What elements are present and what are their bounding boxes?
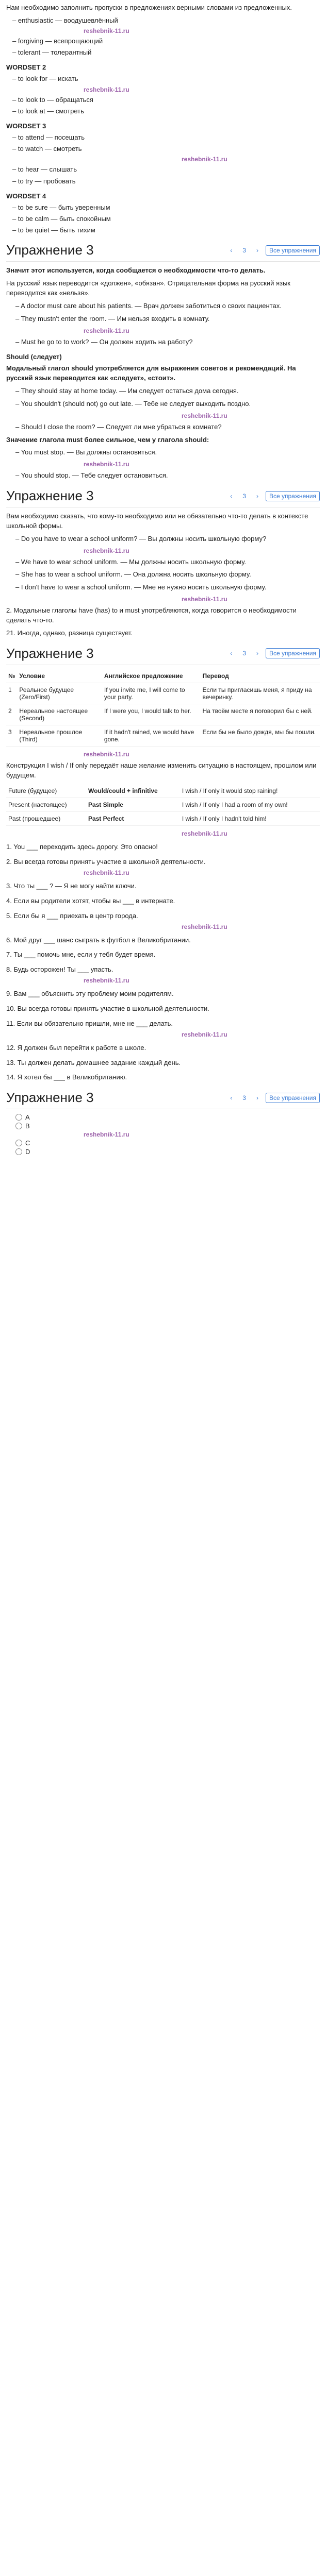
exercise-title: Упражнение 3 [6,488,94,504]
exercise-nav [227,1093,320,1103]
table-cell: 3 [6,725,17,746]
question: 11. Если вы обязательно пришли, мне не ___ делать. [6,1019,173,1027]
page [0,3,326,1156]
all-exercises-button[interactable]: Все упражнения [266,1093,320,1103]
list-item: – to attend — посещать [12,133,85,141]
exercise-header [6,646,320,665]
question: 10. Вы всегда готовы принять участие в школьной деятельности. [6,1004,209,1012]
list-item: – to be calm — быть спокойным [12,214,111,223]
list-item: – to look for — искать [12,75,78,83]
example-item: – You must stop. — Вы должны остановиться. [15,448,157,456]
table-row [6,683,320,704]
list-item: – to hear — слышать [12,165,77,174]
table-row [6,798,320,812]
watermark: reshebnik-11.ru [182,412,227,419]
list-item: – forgiving — всепрощающий [12,37,103,45]
answer-option[interactable] [15,1148,320,1156]
option-label: D [25,1148,30,1156]
exercise-header [6,242,320,262]
rule-heading: Значит этот используется, когда сообщается о необходимости что-то делать. [6,266,266,275]
exercise-number: 3 [242,492,246,500]
table-cell: Нереальное настоящее (Second) [17,704,102,725]
exercise-title: Упражнение 3 [6,1090,94,1106]
exercise-number: 3 [242,1094,246,1101]
option-label: B [25,1122,30,1130]
all-exercises-button[interactable]: Все упражнения [266,648,320,658]
exercise-header [6,1090,320,1109]
list-item: – to look to — обращаться [12,95,93,104]
table-cell: Если ты пригласишь меня, я приду на вечеринку. [200,683,320,704]
question: 6. Мой друг ___ шанс сыграть в футбол в Великобритании. [6,936,191,944]
example-item: – You shouldn't (should not) go out late. — Тебе не следует выходить поздно. [15,399,251,408]
task-text: 2. Модальные глаголы have (has) to и must употребляются, когда говорится о необходимости сделать что-то. [6,606,297,624]
watermark: reshebnik-11.ru [182,596,227,603]
table-cell: Would/could + infinitive [86,784,180,798]
table-cell: I wish / If only I hadn't told him! [180,812,320,826]
all-exercises-button[interactable]: Все упражнения [266,491,320,501]
wish-table [6,784,320,826]
watermark: reshebnik-11.ru [84,547,129,554]
table-cell: На твоём месте я поговорил бы с ней. [200,704,320,725]
table-cell: Future (будущее) [6,784,86,798]
list-item: – to be quiet — быть тихим [12,226,95,234]
list-item: – to watch — смотреть [12,145,82,153]
table-cell: Реальное будущее (Zero/First) [17,683,102,704]
watermark: reshebnik-11.ru [182,923,227,930]
example-item: – I don't have to wear a school uniform. — Мне не нужно носить школьную форму. [15,583,267,591]
table-cell: 2 [6,704,17,725]
table-cell: I wish / If only I had a room of my own! [180,798,320,812]
task-text: Вам необходимо сказать, что кому-то необходимо или не обязательно что-то делать в контексте школьной формы. [6,512,308,530]
exercise-questions [6,842,320,1082]
conditionals-table [6,669,320,747]
option-label: A [25,1113,30,1122]
section-title: WORDSET 2 [6,63,46,72]
example-item: – A doctor must care about his patients. — Врач должен заботиться о своих пациентах. [15,301,282,310]
watermark: reshebnik-11.ru [84,750,129,758]
question: 7. Ты ___ помочь мне, если у тебя будет время. [6,951,156,959]
answer-option[interactable] [15,1122,320,1130]
watermark: reshebnik-11.ru [84,461,129,468]
exercise-header [6,488,320,507]
exercise-nav [227,491,320,501]
table-cell: Нереальное прошлое (Third) [17,725,102,746]
task-text: 21. Иногда, однако, разница существует. [6,629,133,637]
section-title: WORDSET 4 [6,192,46,200]
exercise-title: Упражнение 3 [6,645,94,661]
example-item: – Must he go to to work? — Он должен ходить на работу? [15,337,193,346]
example-item: – We have to wear school uniform. — Мы должны носить школьную форму. [15,557,247,566]
watermark: reshebnik-11.ru [84,86,129,93]
example-item: – Should I close the room? — Следует ли мне убраться в комнате? [15,422,222,431]
exercise-nav [227,245,320,256]
question: 3. Что ты ___ ? — Я не могу найти ключи. [6,882,137,890]
rule-text: Конструкция I wish / If only передаёт наше желание изменить ситуацию в настоящем, прошлом или будущем. [6,761,317,779]
question: 9. Вам ___ объяснить эту проблему моим родителям. [6,990,174,998]
watermark: reshebnik-11.ru [84,869,129,877]
example-item: – Do you have to wear a school uniform? — Вы должны носить школьную форму? [15,534,267,543]
table-header: Английское предложение [102,669,201,683]
table-cell: Если бы не было дождя, мы бы пошли. [200,725,320,746]
section-title: Should (следует) [6,353,62,361]
table-row [6,812,320,826]
table-cell: If I were you, I would talk to her. [102,704,201,725]
table-header: Перевод [200,669,320,683]
question: 13. Ты должен делать домашнее задание каждый день. [6,1058,181,1066]
question: 1. You ___ переходить здесь дорогу. Это опасно! [6,843,158,851]
option-label: C [25,1139,30,1147]
prev-exercise-button[interactable]: ‹ [230,246,233,254]
example-item: – They mustn't enter the room. — Им нельзя входить в комнату. [15,314,210,323]
list-item: – enthusiastic — воодушевлённый [12,16,118,24]
rule-text: На русский язык переводится «должен», «обязан». Отрицательная форма на русский язык переводится как «нельзя». [6,279,290,297]
exercise-number: 3 [242,246,246,254]
table-cell: I wish / If only it would stop raining! [180,784,320,798]
answer-option[interactable] [15,1113,320,1121]
list-item: – to be sure — быть уверенным [12,203,110,211]
answer-options [6,1113,320,1156]
table-cell: Past (прошедшее) [6,812,86,826]
table-row [6,784,320,798]
rule-heading: Значение глагола must более сильное, чем у глагола should: [6,435,209,444]
next-exercise-button[interactable]: › [256,650,258,657]
table-header: Условие [17,669,102,683]
table-header-row [6,669,320,683]
radio-icon[interactable] [15,1123,22,1129]
section-title: WORDSET 3 [6,122,46,130]
table-cell: If you invite me, I will come to your party. [102,683,201,704]
list-item: – to look at — смотреть [12,107,84,115]
table-row [6,704,320,725]
example-item: – They should stay at home today. — Им следует остаться дома сегодня. [15,387,239,395]
next-exercise-button[interactable]: › [256,492,258,500]
list-item: – tolerant — толерантный [12,48,92,57]
prev-exercise-button[interactable]: ‹ [230,1094,233,1101]
list-item: – to try — пробовать [12,177,76,185]
table-cell: Past Perfect [86,812,180,826]
radio-icon[interactable] [15,1114,22,1121]
watermark: reshebnik-11.ru [84,1131,129,1139]
watermark: reshebnik-11.ru [84,327,129,334]
table-cell: Present (настоящее) [6,798,86,812]
answer-option[interactable] [15,1139,320,1147]
table-row [6,725,320,746]
example-item: – She has to wear a school uniform. — Она должна носить школьную форму. [15,570,251,579]
watermark: reshebnik-11.ru [182,156,227,163]
rule-text: Модальный глагол should употребляется для выражения советов и рекомендаций. На русский язык переводится как «следует», «стоит». [6,364,296,382]
next-exercise-button[interactable]: › [256,246,258,254]
watermark: reshebnik-11.ru [84,977,129,985]
watermark: reshebnik-11.ru [182,1030,227,1038]
question: 4. Если вы родители хотят, чтобы вы ___ в интернате. [6,896,175,905]
question: 2. Вы всегда готовы принять участие в школьной деятельности. [6,858,206,866]
table-cell: 1 [6,683,17,704]
exercise-number: 3 [242,650,246,657]
intro-text: Нам необходимо заполнить пропуски в предложениях верными словами из предложенных. [6,4,292,11]
table-cell: Past Simple [86,798,180,812]
question: 5. Если бы я ___ приехать в центр города. [6,911,138,920]
radio-icon[interactable] [15,1140,22,1146]
exercise-title: Упражнение 3 [6,242,94,258]
next-exercise-button[interactable]: › [256,1094,258,1101]
example-item: – You should stop. — Тебе следует остановиться. [15,471,168,480]
question: 8. Будь осторожен! Ты ___ упасть. [6,965,113,974]
exercise-nav [227,648,320,658]
all-exercises-button[interactable]: Все упражнения [266,245,320,256]
table-cell: If it hadn't rained, we would have gone. [102,725,201,746]
question: 14. Я хотел бы ___ в Великобританию. [6,1073,127,1081]
watermark: reshebnik-11.ru [84,27,129,35]
prev-exercise-button[interactable]: ‹ [230,650,233,657]
watermark: reshebnik-11.ru [182,830,227,838]
question: 12. Я должен был перейти к работе в школе. [6,1043,146,1052]
table-header: № [6,669,17,683]
radio-icon[interactable] [15,1148,22,1155]
prev-exercise-button[interactable]: ‹ [230,492,233,500]
